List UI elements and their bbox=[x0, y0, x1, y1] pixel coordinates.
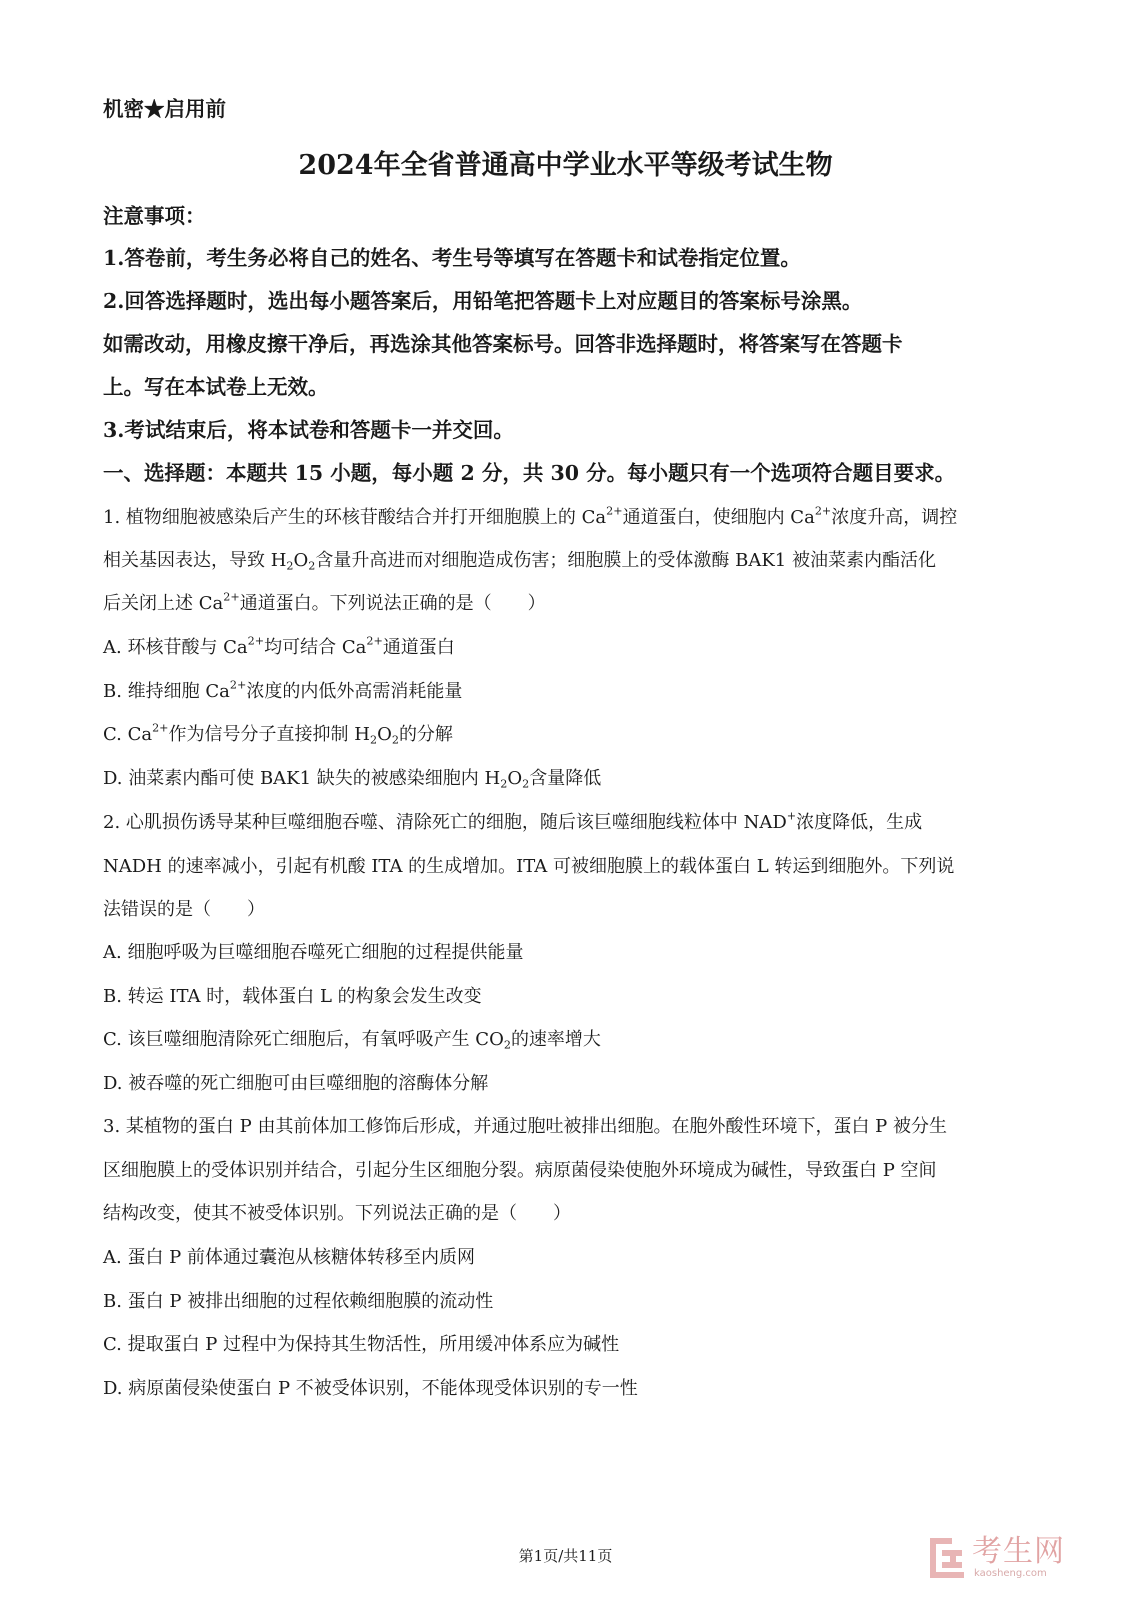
q2-option-d: D. 被吞噬的死亡细胞可由巨噬细胞的溶酶体分解 bbox=[103, 1073, 489, 1094]
q3-option-d: D. 病原菌侵染使蛋白 P 不被受体识别，不能体现受体识别的专一性 bbox=[103, 1378, 638, 1399]
q1-stem-line-2: 相关基因表达，导致 $H_2O_2$含量升高进而对细胞造成伤害；细胞膜上的受体激酶 BAK1 被油菜素内酯活化 bbox=[103, 550, 936, 573]
q1-stem-line-3: 后关闭上述 $Ca^{2+}$通道蛋白。下列说法正确的是（ ） bbox=[103, 590, 546, 614]
q2-option-c: C. 该巨噬细胞清除死亡细胞后，有氧呼吸产生 $CO_2$的速率增大 bbox=[103, 1029, 601, 1052]
watermark-url: kaosheng.com bbox=[974, 1568, 1047, 1579]
q3-stem-line-3: 结构改变，使其不被受体识别。下列说法正确的是（ ） bbox=[103, 1203, 571, 1224]
q3-stem-line-1: 3. 某植物的蛋白 P 由其前体加工修饰后形成，并通过胞吐被排出细胞。在胞外酸性环境下，蛋白 P 被分生 bbox=[103, 1116, 948, 1137]
exam-title: 2024年全省普通高中学业水平等级考试生物 bbox=[298, 150, 833, 181]
q1-option-d: D. 油菜素内酯可使 BAK1 缺失的被感染细胞内 $H_2O_2$含量降低 bbox=[103, 768, 602, 791]
q2-option-b: B. 转运 ITA 时，载体蛋白 L 的构象会发生改变 bbox=[103, 986, 482, 1007]
q2-stem-line-2: NADH 的速率减小，引起有机酸 ITA 的生成增加。ITA 可被细胞膜上的载体蛋白 L 转运到细胞外。下列说 bbox=[103, 856, 955, 877]
notice-heading: 注意事项： bbox=[103, 204, 206, 228]
notice-item-3: 3.考试结束后，将本试卷和答题卡一并交回。 bbox=[103, 418, 514, 442]
q3-option-a: A. 蛋白 P 前体通过囊泡从核糖体转移至内质网 bbox=[103, 1247, 475, 1268]
notice-item-1: 1.答卷前，考生务必将自己的姓名、考生号等填写在答题卡和试卷指定位置。 bbox=[103, 246, 801, 270]
q1-option-a: A. 环核苷酸与 $Ca^{2+}$均可结合 $Ca^{2+}$通道蛋白 bbox=[103, 634, 455, 658]
watermark bbox=[928, 1530, 1118, 1586]
confidential-label: 机密★启用前 bbox=[103, 97, 226, 121]
section-heading: 一、选择题：本题共 15 小题，每小题 2 分，共 30 分。每小题只有一个选项符合题目要求。 bbox=[103, 461, 956, 485]
watermark-name: 考生网 bbox=[972, 1534, 1065, 1569]
page-number: 第1页/共11页 bbox=[518, 1547, 613, 1565]
q2-stem-line-1: 2. 心肌损伤诱导某种巨噬细胞吞噬、清除死亡的细胞，随后该巨噬细胞线粒体中 NAD+浓度降低，生成 bbox=[103, 809, 923, 833]
q1-option-b: B. 维持细胞 $Ca^{2+}$浓度的内低外高需消耗能量 bbox=[103, 678, 463, 702]
q3-stem-line-2: 区细胞膜上的受体识别并结合，引起分生区细胞分裂。病原菌侵染使胞外环境成为碱性，导致蛋白 P 空间 bbox=[103, 1160, 937, 1181]
notice-item-2: 2.回答选择题时，选出每小题答案后，用铅笔把答题卡上对应题目的答案标号涂黑。 bbox=[103, 289, 863, 313]
q3-option-c: C. 提取蛋白 P 过程中为保持其生物活性，所用缓冲体系应为碱性 bbox=[103, 1334, 620, 1355]
notice-item-2-cont-1: 如需改动，用橡皮擦干净后，再选涂其他答案标号。回答非选择题时，将答案写在答题卡 bbox=[103, 332, 903, 356]
q2-stem-line-3: 法错误的是（ ） bbox=[103, 899, 265, 920]
q3-option-b: B. 蛋白 P 被排出细胞的过程依赖细胞膜的流动性 bbox=[103, 1291, 494, 1312]
q2-option-a: A. 细胞呼吸为巨噬细胞吞噬死亡细胞的过程提供能量 bbox=[103, 942, 524, 963]
notice-item-2-cont-2: 上。写在本试卷上无效。 bbox=[103, 375, 329, 399]
q1-stem-line-1: 1. 植物细胞被感染后产生的环核苷酸结合并打开细胞膜上的 $Ca^{2+}$通道蛋白，使细胞内 $Ca^{2+}$浓度升高，调控 bbox=[103, 504, 958, 528]
watermark-logo-icon bbox=[928, 1536, 966, 1580]
q1-option-c: C. $Ca^{2+}$作为信号分子直接抑制 $H_2O_2$的分解 bbox=[103, 721, 453, 747]
